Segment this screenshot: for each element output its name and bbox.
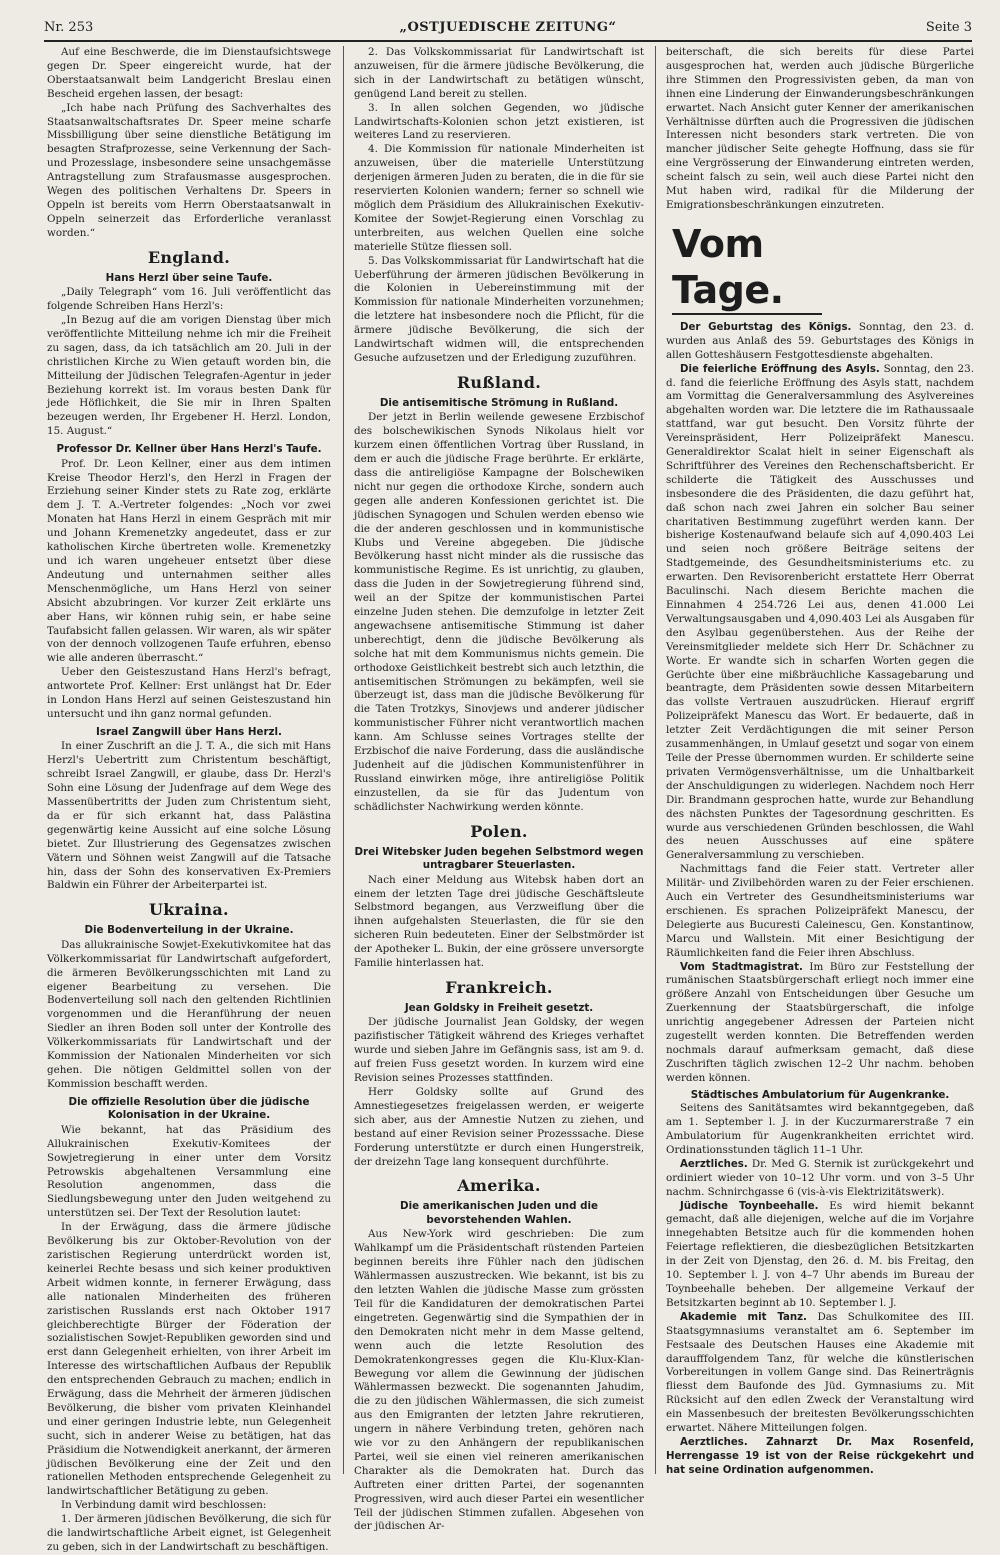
paragraph: Auf eine Beschwerde, die im Dienstaufsichtswege gegen Dr. Speer eingereicht wurde, hat der Oberstaatsanwalt beim Landgericht Breslau einen Bescheid ergehen lassen, der besagt: (47, 46, 331, 100)
article-subheading: Städtisches Ambulatorium für Augenkranke. (690, 1088, 950, 1101)
masthead (44, 14, 972, 42)
news-item-text: Sonntag, den 23. d. wurden aus Anlaß des 59. Geburtstages des Königs in allen Gotteshäusern Festgottesdienste abgehalten. (666, 320, 975, 361)
news-item-lead: Jüdische Toynbeehalle. (680, 1200, 819, 1212)
paragraph: Wie bekannt, hat das Präsidium des Allukrainischen Exekutiv-Komitees der Sowjetregierung in einer unter dem Vorsitz Petrowskis abgehaltenen Versammlung eine Resolution angenommen, dass die Siedlungsbewegung unter den Juden weitgehend zu unterstützen sei. Der Text der Resolution lautet: (47, 1123, 331, 1220)
issue-number: Nr. 253 (44, 20, 94, 35)
paragraph: „In Bezug auf die am vorigen Dienstag über mich veröffentlichte Mitteilung nehme ich mir die Freiheit zu sagen, dass, da ich tatsächlich am 20. Juli in der christlichen Kirche zu Wien getauft worden bin, die Mitteilung der Jüdischen Telegrafen-Agentur in jeder Beziehung korrekt ist. Im voraus besten Dank für jede Höflichkeit, die Sie mir in Ihren Spalten bezeugen werden, Ihr Ergebener H. Herzl. London, 15. August.“ (47, 314, 331, 438)
news-item-text: Im Büro zur Feststellung der rumänischen Staatsbürgerschaft erliegt noch immer eine größere Anzahl von Entscheidungen über Gesuche um Zuerkennung der Staatsbürgerschaft, die infolge unrichtig angegebener Adressen der Parteien nicht zugestellt werden konnten. Die Betreffenden werden nochmals darauf aufmerksam gemacht, daß diese Zuschriften täglich zwischen 12–2 Uhr nachm. behoben werden können. (666, 960, 974, 1084)
article-subheading: Die antisemitische Strömung in Rußland. (379, 396, 619, 409)
news-item-text: Dr. Med G. Sternik ist zurückgekehrt und ordiniert wieder von 10–12 Uhr vorm. und von 3–5 Uhr nachm. Schnirchgasse 6 (vis-à-vis Elektrizitätswerk). (666, 1157, 974, 1198)
news-item-lead: Der Geburtstag des Königs. (680, 321, 852, 333)
paragraph: 4. Die Kommission für nationale Minderheiten ist anzuweisen, über die materielle Unterstützung derjenigen ärmeren Juden zu beraten, die in die für sie reservierten Kolonien wandern; ferner so schnell wie möglich dem Präsidium des Allukrainischen Exekutiv-Komitee der Sowjet-Regierung einen Vorschlag zu unterbreiten, aus welchen Quellen eine solche materielle Stütze fliessen soll. (354, 143, 644, 253)
paragraph: In Verbindung damit wird beschlossen: (61, 1499, 267, 1512)
paragraph: 2. Das Volkskommissariat für Landwirtschaft ist anzuweisen, für die ärmere jüdische Bevölkerung, die sich in der Landwirtschaft zu betätigen wünscht, genügend Land bereit zu stellen. (354, 46, 644, 100)
article-subheading: Die Bodenverteilung in der Ukraine. (84, 924, 294, 937)
column-divider (343, 46, 344, 1474)
article-subheading: Drei Witebsker Juden begehen Selbstmord wegen untragbarer Steuerlasten. (354, 845, 644, 872)
news-item-lead: Aerztliches. (680, 1436, 748, 1448)
newspaper-title: „OSTJUEDISCHE ZEITUNG“ (399, 20, 617, 35)
section-heading-vom-tage: Vom Tage. (672, 221, 822, 315)
paragraph: 3. In allen solchen Gegenden, wo jüdische Landwirtschafts-Kolonien schon jetzt existieren, ist weiteres Land zu reservieren. (354, 101, 644, 142)
page-number: Seite 3 (925, 20, 972, 35)
news-item-lead: Die feierliche Eröffnung des Asyls. (680, 363, 880, 375)
section-heading-russland: Rußland. (456, 372, 542, 392)
section-heading-ukraina: Ukraina. (149, 900, 229, 920)
news-item-lead: Vom Stadtmagistrat. (680, 961, 803, 973)
article-subheading: Jean Goldsky in Freiheit gesetzt. (404, 1001, 594, 1014)
section-heading-polen: Polen. (470, 821, 528, 841)
section-heading-frankreich: Frankreich. (445, 977, 553, 997)
paragraph: Nachmittags fand die Feier statt. Vertreter aller Militär- und Zivilbehörden waren zu der Feier erschienen. Auch ein Vertreter des Gesundheitsministeriums war erschienen. Es sprachen Polizeipräfekt Manescu, der Delegierte aus Bucuresti Caleinescu, Gen. Konstantinow, Marcu und Wallstein. Mit einer Besichtigung der Räumlichkeiten fand die Feier ihren Abschluss. (666, 863, 974, 959)
section-heading-england: England. (147, 247, 231, 267)
column-divider (655, 46, 656, 1474)
paragraph: Nach einer Meldung aus Witebsk haben dort an einem der letzten Tage drei jüdische Geschäftsleute Selbstmord begangen, aus Verzweiflung über die ihnen aufgehalsten Steuerlasten, die für sie den sicheren Ruin bedeuteten. Einer der Selbstmörder ist der Apotheker L. Bukin, der eine grössere unversorgte Familie hinterlassen hat. (354, 873, 644, 970)
paragraph: Das allukrainische Sowjet-Exekutivkomitee hat das Völkerkommissariat für Landwirtschaft aufgefordert, die ärmeren Bevölkerungsschichten mit Land zu eigener Bearbeitung zu versehen. Die Bodenverteilung soll nach den geltenden Richtlinien vorgenommen und die Heranführung der neuen Siedler an ihren Boden soll unter der Kontrolle des Völkerkommissariats für Landwirtschaft und der Kommission der Nationalen Minderheiten vor sich gehen. Die nötigen Geldmittel sollen von der Kommission beschafft werden. (47, 938, 331, 1090)
article-subheading: Die amerikanischen Juden und die bevorstehenden Wahlen. (400, 1200, 598, 1226)
paragraph: Der jüdische Journalist Jean Goldsky, der wegen pazifistischer Tätigkeit während des Krieges verhaftet wurde und sieben Jahre im Gefängnis sass, ist am 9. d. auf freien Fuss gesetzt worden. In kurzem wird eine Revision seines Prozesses stattfinden. (354, 1016, 644, 1085)
article-subheading: Die offizielle Resolution über die jüdische Kolonisation in der Ukraine. (68, 1095, 310, 1122)
column-1 (47, 46, 331, 1553)
news-item-lead: Aerztliches. (680, 1158, 748, 1170)
paragraph: In einer Zuschrift an die J. T. A., die sich mit Hans Herzl's Uebertritt zum Christentum beschäftigt, schreibt Israel Zangwill, er glaube, dass Dr. Herzl's Sohn eine Lösung der Judenfrage auf dem Wege des Massenübertritts der Juden zum Christentum sieht, da er für sich erkannt hat, dass Palästina gegenwärtig keine Aussicht auf eine solche Lösung bietet. Zur Illustrierung des Gegensatzes zwischen Vätern und Söhnen weist Zangwill auf die Tatsache hin, dass der Sohn des konservativen Ex-Premiers Baldwin ein Führer der Arbeiterpartei ist. (47, 740, 331, 892)
paragraph: Der jetzt in Berlin weilende gewesene Erzbischof des bolschewikischen Synods Nikolaus hielt vor kurzem einen öffentlichen Vortrag über Russland, in dem er auch die jüdische Frage berührte. Er erklärte, dass die antireligiöse Kampagne der Bolschewiken nicht nur gegen die orthodoxe Kirche, sondern auch gegen alle anderen Konfessionen gerichtet ist. Die jüdischen Synagogen und Schulen werden ebenso wie die der anderen geschlossen und in kommunistische Klubs und Vereine abgegeben. Die jüdische Bevölkerung hasst nicht minder als die russische das kommunistische Regime. Es ist unrichtig, zu glauben, dass die Juden in der Sowjetregierung führend sind, weil an der Spitze der kommunistischen Partei einzelne Juden stehen. Die demzufolge in letzter Zeit angewachsene antisemitische Stimmung ist daher unberechtigt, denn die jüdische Bevölkerung als solche hat mit dem Kommunismus nichts gemein. Die orthodoxe Geistlichkeit bestrebt sich auch letzthin, die antisemitischen Strömungen zu bekämpfen, weil sie überzeugt ist, dass man die jüdische Bevölkerung für die Taten Trotzkys, Sinovjews und anderer jüdischer kommunistischer Führer nicht verantwortlich machen kann. Am Schlusse seines Vortrages stellte der Erzbischof die naive Forderung, dass die ausländische Judenheit auf die jüdischen Kommunistenführer in Russland einwirken möge, ihre antireligiöse Politik einzustellen, da sie für das Judentum von schädlichster Nachwirkung werden könnte. (354, 411, 644, 813)
paragraph: 1. Der ärmeren jüdischen Bevölkerung, die sich für die landwirtschaftliche Arbeit eignet, ist Gelegenheit zu geben, sich in der Landwirtschaft zu beschäftigen. (47, 1513, 331, 1553)
paragraph: 5. Das Volkskommissariat für Landwirtschaft hat die Ueberführung der ärmeren jüdischen Bevölkerung in die Kolonien in Uebereinstimmung mit der Kommission für nationale Minderheiten vorzunehmen; die letztere hat insbesondere noch die Pflicht, für die ärmere jüdische Bevölkerung, die sich der Landwirtschaft widmen will, die entsprechenden Gesuche aufzusetzen und der Erledigung zuzuführen. (354, 254, 644, 364)
paragraph: Ueber den Geisteszustand Hans Herzl's befragt, antwortete Prof. Kellner: Erst unlängst hat Dr. Eder in London Hans Herzl auf seinen Geisteszustand hin untersucht und ihn ganz normal gefunden. (47, 666, 331, 720)
article-subheading: Professor Dr. Kellner über Hans Herzl's Taufe. (56, 443, 322, 456)
news-item-text: Es wird hiemit bekannt gemacht, daß alle diejenigen, welche auf die im Vorjahre innegehabten Betsitze auch für die kommenden hohen Feiertage reflektieren, die diesbezüglichen Betsitzkarten in der Zeit von Djenstag, den 26. d. M. bis Freitag, den 10. September l. J. von 4–7 Uhr abends im Bureau der Toynbeehalle beheben. Der allgemeine Verkauf der Betsitzkarten beginnt ab 10. September l. J. (666, 1199, 974, 1309)
column-3 (666, 46, 974, 1474)
news-item-text: Sonntag, den 23. d. fand die feierliche Eröffnung des Asyls statt, nachdem am Vormittag die Generalversammlung des Asylvereines abgehalten worden war. Die letztere die im Rathaussaale stattfand, war gut besucht. Den Vorsitz führte der Vereinspräsident, Herr Polizeipräfekt Manescu. Generaldirektor Scalat hielt in seiner Eigenschaft als Schriftführer des Vereines den Rechenschaftsbericht. Er schilderte die Tätigkeit des Ausschusses und insbesondere die des Präsidenten, die dazu geführt hat, daß schon nach zwei Jahren ein solcher Bau seiner charitativen Bestimmung zugeführt werden kann. Der bisherige Kostenaufwand belaufe sich auf 4,090.403 Lei und seien noch größere Beiträge seitens der Stadtgemeinde, des Gesundheitsministeriums etc. zu erwarten. Den Revisorenbericht erstattete Herr Oberrat Baculinschi. Nach diesem Berichte machen die Einnahmen 4 254.726 Lei aus, denen 41.000 Lei Verwaltungsausgaben und 4,090.403 Lei als Ausgaben für den Asylbau gegenüberstehen. Aus der Reihe der Vereinsmitglieder meldete sich Herr Dr. Schächner zu Worte. Er wandte sich in scharfen Worten gegen die Gerüchte über eine mißbräuchliche Kassagebarung und beantragte, dem Präsidenten sowie dessen Mitarbeitern das vollste Vertrauen auszudrücken. Hierauf ergriff Polizeipräfekt Manescu das Wort. Er bedauerte, daß in letzter Zeit Verdächtigungen die mit seiner Person zusammenhängen, in Umlauf gesetzt und sogar von einem Teile der Presse übernommen wurden. Er schilderte seine privaten Vermögensverhältnisse, um die Unhaltbarkeit der Anschuldigungen zu widerlegen. Nachdem noch Herr Dir. Brandmann gesprochen hatte, wurde zur Behandlung des nächsten Punktes der Tagesordnung geschritten. Es wurde aus verschiedenen Gründen beschlossen, die Wahl des neuen Ausschusses auf eine spätere Generalversammlung zu verschieben. (666, 362, 974, 862)
section-heading-amerika: Amerika. (457, 1176, 541, 1196)
paragraph: In der Erwägung, dass die ärmere jüdische Bevölkerung bis zur Oktober-Revolution von der zaristischen Regierung unterdrückt worden ist, keinerlei Rechte besass und sich keiner produktiven Arbeit widmen konnte, in fernerer Erwägung, dass alle nationalen Minderheiten des früheren zaristischen Russlands erst nach Oktober 1917 gleichberechtigte Bürger der Föderation der sozialistischen Sowjet-Republiken geworden sind und erst dann Gelegenheit erhielten, von ihrer Arbeit im Interesse des wirtschaftlichen Aufbaus der Republik den entsprechenden Gebrauch zu machen; endlich in Erwägung, dass die Mehrheit der ärmeren jüdischen Bevölkerung, die bisher vom privaten Kleinhandel und einer geringen Industrie lebte, nun Gelegenheit sucht, sich in anderer Weise zu betätigen, hat das Präsidium die Notwendigkeit anerkannt, der ärmeren jüdischen Bevölkerung eine der Zeit und den rationellen Methoden entsprechende Gelegenheit zu landwirtschaftlicher Betätigung zu geben. (47, 1221, 331, 1498)
news-item-lead: Akademie mit Tanz. (680, 1311, 807, 1323)
paragraph: Aus New-York wird geschrieben: Die zum Wahlkampf um die Präsidentschaft rüstenden Parteien beginnen bereits ihre Fühler nach den jüdischen Wählermassen auszustrecken. Wie bekannt, ist bis zu den letzten Wahlen die jüdische Masse zum grössten Teil für die Kandidaturen der demokratischen Partei eingetreten. Gegenwärtig sind die Sympathien der in den Demokraten nicht mehr in dem Masse geltend, wenn auch die letzte Resolution des Demokratenkongresses gegen die Klu-Klux-Klan-Bewegung vor allem die Gewinnung der jüdischen Wählermassen bezweckt. Die sogenannten Jahudim, die zu den jüdischen Wählermassen, die sich zumeist aus den Emigranten der letzten Jahre rekrutieren, ungern in nähere Verbindung treten, gehören nach wie vor zu den Anhängern der republikanischen Partei, weil sie einen viel reineren amerikanischen Charakter als die Demokraten hat. Durch das Auftreten einer dritten Partei, der sogenannten Progressiven, wird auch dieser Partei ein wesentlicher Teil der jüdischen Stimmen zufallen. Abgesehen von der jüdischen Ar- (354, 1228, 644, 1533)
news-item-text: Zahnarzt Dr. Max Rosenfeld, Herrengasse 19 ist von der Reise rückgekehrt und hat seine Ordination aufgenommen. (666, 1436, 974, 1476)
article-subheading: Israel Zangwill über Hans Herzl. (96, 725, 282, 738)
article-subheading: Hans Herzl über seine Taufe. (105, 271, 273, 284)
news-item-text: Das Schulkomitee des III. Staatsgymnasiums veranstaltet am 6. September im Festsaale des Deutschen Hauses eine Akademie mit daraufffolgendem Tanz, für welche die künstlerischen Vorbereitungen in vollem Gange sind. Das Reinerträgnis fliesst dem Baufonde des Jüd. Gymnasiums zu. Mit Rücksicht auf den edlen Zweck der Veranstaltung wird ein Massenbesuch der breitesten Bevölkerungsschichten erwartet. Nähere Mitteilungen folgen. (666, 1310, 974, 1435)
paragraph: Prof. Dr. Leon Kellner, einer aus dem intimen Kreise Theodor Herzl's, den Herzl in Fragen der Erziehung seiner Kinder stets zu Rate zog, erklärte dem J. T. A.-Vertreter folgendes: „Noch vor zwei Monaten hat Hans Herzl in einem Gespräch mit mir und Johann Kremenetzky angedeutet, dass er zur katholischen Kirche übertreten wolle. Kremenetzky und ich waren ungeheuer entsetzt über diese Andeutung und unternahmen seither alles Menschenmögliche, um Hans Herzl von seiner Absicht abzubringen. Vor kurzer Zeit erklärte uns aber Hans, wir können ruhig sein, er habe seine Taufabsicht fallen gelassen. Wir waren, als wir später von der dennoch vollzogenen Taufe erfuhren, ebenso wie alle anderen überrascht.“ (47, 457, 331, 665)
paragraph: „Daily Telegraph“ vom 16. Juli veröffentlicht das folgende Schreiben Hans Herzl's: (47, 286, 331, 313)
paragraph: „Ich habe nach Prüfung des Sachverhaltes des Staatsanwaltschaftsrates Dr. Speer meine scharfe Missbilligung über seine dienstliche Betätigung im besagten Strafprozesse, seine Verkennung der Sach- und Prozesslage, insbesondere seine unsachgemässe Antragstellung zum Strafausmasse ausgesprochen. Wegen des politischen Verhaltens Dr. Speers in Oppeln ist bereits vom Herrn Oberstaatsanwalt in Oppeln seinerzeit das Erforderliche veranlasst worden.“ (47, 101, 331, 239)
paragraph: Seitens des Sanitätsamtes wird bekanntgegeben, daß am 1. September l. J. in der Kuczurmarerstraße 7 ein Ambulatorium für Augenkrankheiten errichtet wird. Ordinationsstunden täglich 11–1 Uhr. (666, 1102, 974, 1156)
column-2 (354, 46, 644, 1533)
paragraph: Herr Goldsky sollte auf Grund des Amnestiegesetzes freigelassen werden, er weigerte sich aber, aus der Amnestie Nutzen zu ziehen, und bestand auf einer Revision seiner Prozesssache. Diese Forderung unterstützte er durch einen Hungerstreik, der dreizehn Tage lang konsequent durchführte. (354, 1086, 644, 1168)
paragraph: beiterschaft, die sich bereits für diese Partei ausgesprochen hat, werden auch jüdische Bürgerliche ihre Stimmen den Progressivisten geben, da man von ihnen eine Linderung der Einwanderungsbeschränkungen erwartet. Nach Ansicht guter Kenner der amerikanischen Verhältnisse dürften auch die Progressiven die jüdischen Interessen nicht besonders stark vertreten. Die von mancher jüdischer Seite gehegte Hoffnung, dass sie für eine Vergrösserung der Einwanderung eintreten werden, scheint falsch zu sein, weil auch diese Partei nicht den Mut haben wird, radikal für die Milderung der Emigrationsbeschränkungen einzutreten. (666, 46, 974, 211)
